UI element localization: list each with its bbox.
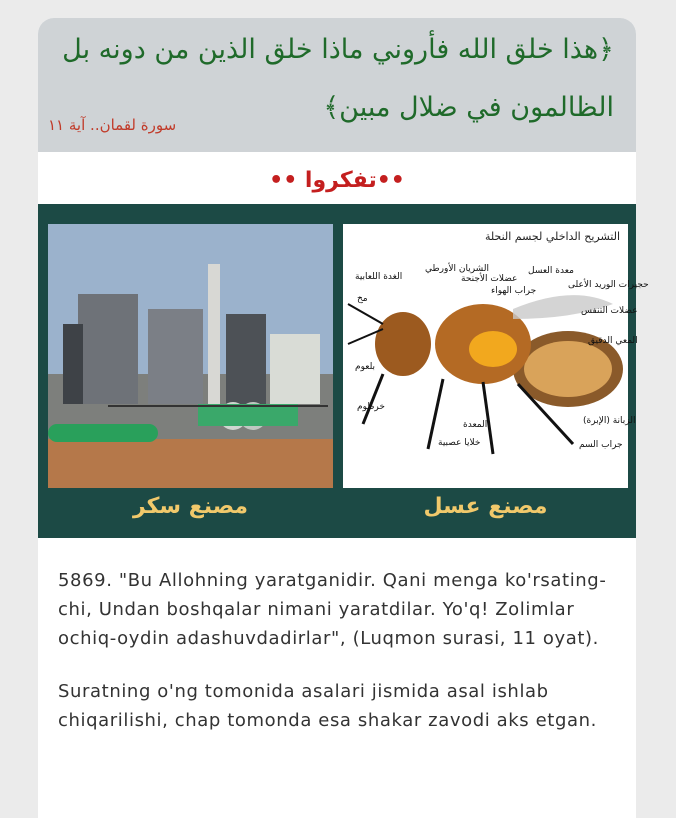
- comparison-image[interactable]: [38, 204, 649, 538]
- verse-line-1: ﴿هذا خلق الله فأروني ماذا خلق الذين من دونه بل: [62, 34, 614, 65]
- reflect-heading: ••تفكروا ••: [269, 168, 405, 193]
- post-paragraph-1: 5869. "Bu Allohning yaratganidir. Qani menga ko'rsating-chi, Undan boshqalar nimani yaratdilar. Yo'q! Zolimlar ochiq-oydin adashuvdadirlar", (Luqmon surasi, 11 oyat).: [58, 570, 607, 649]
- label-honey-stomach: معدة العسل: [528, 266, 574, 276]
- label-salivary-gland: الغدة اللعابية: [355, 272, 403, 282]
- label-stomach: المعدة: [463, 420, 488, 430]
- label-small-intestine: المعي الدقيق: [588, 336, 638, 346]
- label-venom-sac: جراب السم: [579, 440, 623, 450]
- label-wing-muscles: عضلات الأجنحة: [461, 274, 518, 284]
- sugar-factory-photo: [48, 224, 333, 488]
- label-aorta: الشريان الأورطي: [425, 264, 489, 274]
- post-card: [38, 18, 649, 818]
- post-paragraph-2: Suratning o'ng tomonida asalari jismida asal ishlab chiqarilishi, chap tomonda esa shakar zavodi aks etgan.: [58, 681, 597, 731]
- label-sting: الزبانة (الإبرة): [583, 416, 636, 426]
- bee-diagram-title: التشريح الداخلي لجسم النحلة: [484, 230, 620, 243]
- label-proboscis: خرطوم: [357, 402, 385, 412]
- label-breathing-muscles: عضلات التنفس: [581, 306, 638, 316]
- label-upper-vein: حجيرات الوريد الأعلى: [568, 280, 649, 290]
- factory-illustration: [48, 224, 333, 488]
- verse-source: سورة لقمان.. آية ١١: [48, 116, 177, 134]
- honey-factory-caption: مصنع عسل: [423, 494, 548, 519]
- label-air-sac: جراب الهواء: [491, 286, 537, 296]
- label-brain: مخ: [357, 294, 368, 304]
- verse-line-2: الظالمون في ضلال مبين﴾: [323, 92, 614, 123]
- label-pharynx: بلعوم: [355, 362, 376, 372]
- label-nerve-cells: خلايا عصبية: [438, 438, 481, 448]
- bee-anatomy-diagram: [343, 224, 649, 488]
- quran-verse-banner: [38, 18, 636, 152]
- sugar-factory-caption: مصنع سكر: [132, 494, 249, 519]
- post-body: [58, 566, 618, 759]
